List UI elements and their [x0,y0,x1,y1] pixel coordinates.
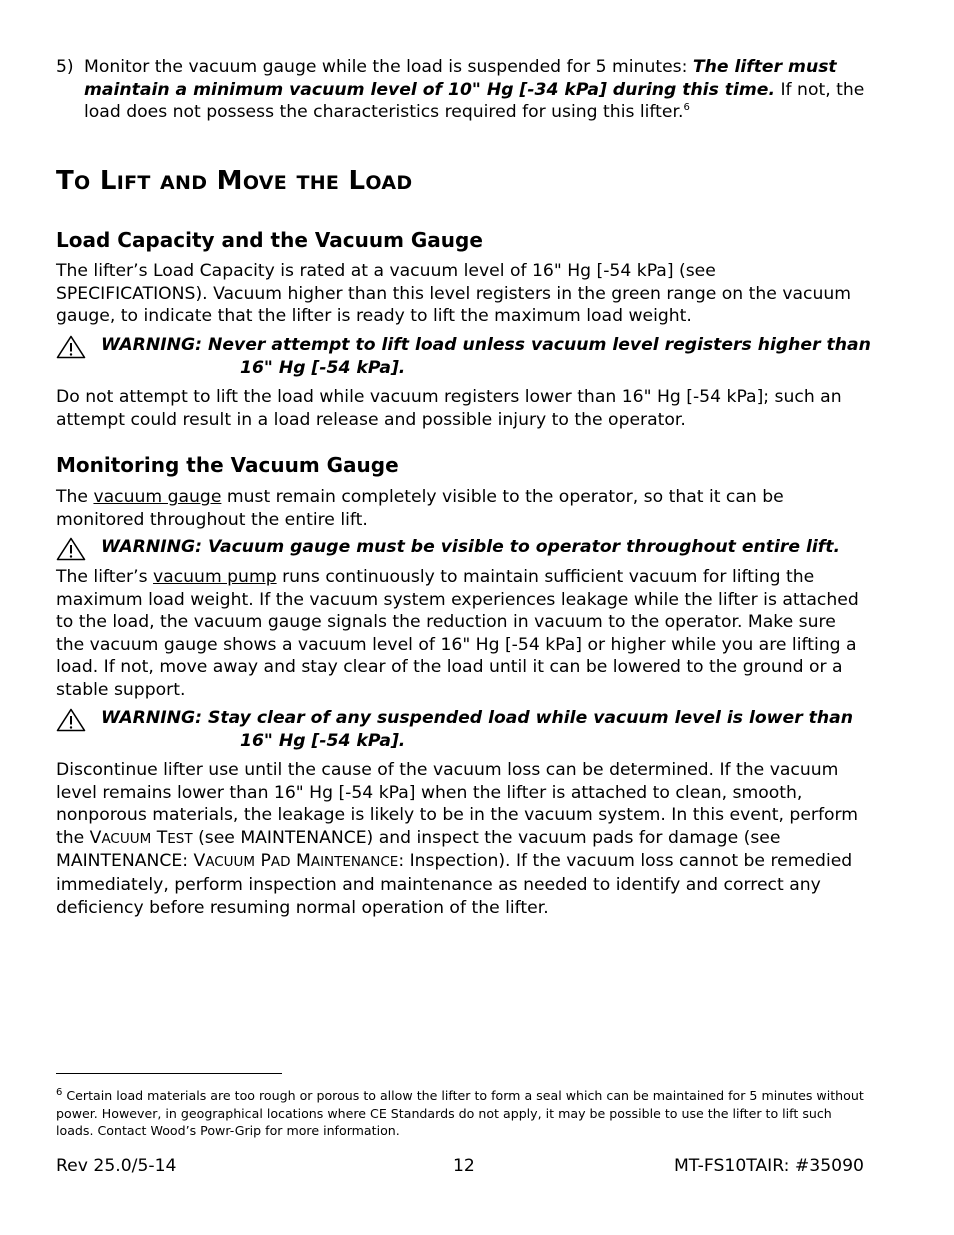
warning-stay-clear [56,707,868,753]
footnote [56,1087,868,1140]
step-5-emphasis: The lifter must maintain a minimum vacuum level of 10" Hg [-34 kPa] during this time. [84,57,837,100]
vacuum-gauge-link[interactable]: vacuum gauge [93,487,222,507]
load-capacity-paragraph: The lifter’s Load Capacity is rated at a vacuum level of 16" Hg [-54 kPa] (see SPECIFICATIONS). Vacuum higher than this level registers in the green range on the vacuum gauge, to indicate that the lifter is ready to lift the maximum load weight. [56,261,852,327]
warning-text: WARNING: Stay clear of any suspended load while vacuum level is lower than [101,708,853,728]
monitoring-paragraph-2: The lifter’s vacuum pump runs continuously to maintain sufficient vacuum for lifting the maximum load weight. If the vacuum system experiences leakage while the lifter is attached to the load, the vacuum gauge signals the reduction in vacuum to the operator. Make sure the vacuum gauge shows a vacuum level of 16" Hg [-54 kPa] or higher while you are lifting a load. If not, move away and stay clear of the load until it can be lowered to the ground or a stable support. [56,567,859,700]
monitoring-paragraph-1: The vacuum gauge must remain completely visible to the operator, so that it can be monitored throughout the entire lift. [56,487,784,530]
section-title: TO LIFT AND MOVE THE LOAD [56,166,413,196]
footnote-ref[interactable]: 6 [683,102,690,114]
step-5-text: Monitor the vacuum gauge while the load is suspended for 5 minutes: The lifter must maintain a minimum vacuum level of 10" Hg [-34 kPa] during this time. If not, the load does not possess the characteristics required for using this lifter.$^6$ [84,57,865,123]
document-id: MT-FS10TAIR: #35090 [673,1156,864,1176]
footnote-text: Certain load materials are too rough or porous to allow the lifter to form a seal which can be maintained for 5 minutes without power. However, in geographical locations where CE Standards do not apply, it may be possible to use the lifter to lift such loads. Contact Wood’s Powr-Grip for more information. [56,1088,864,1138]
warning-load-capacity [56,334,871,380]
heading-load-capacity: Load Capacity and the Vacuum Gauge [56,228,483,252]
warning-text: WARNING: Vacuum gauge must be visible to operator throughout entire lift. [101,537,840,557]
warning-text-cont: 16" Hg [-54 kPa]. [240,357,406,378]
page-number: 12 [453,1156,475,1176]
warning-text-cont: 16" Hg [-54 kPa]. [240,730,406,751]
warning-triangle-icon [56,537,86,561]
load-capacity-paragraph-2: Do not attempt to lift the load while vacuum registers lower than 16" Hg [-54 kPa]; such an attempt could result in a load release and possible injury to the operator. [56,387,842,430]
heading-monitoring: Monitoring the Vacuum Gauge [56,453,399,477]
warning-gauge-visible [56,536,868,560]
step-number: 5) [56,57,74,77]
warning-triangle-icon [56,335,86,359]
warning-triangle-icon [56,708,86,732]
footnote-number: 6 [56,1087,63,1098]
footnote-separator [56,1073,282,1074]
step-5 [56,56,868,124]
monitoring-paragraph-3: Discontinue lifter use until the cause of the vacuum loss can be determined. If the vacuum level remains lower than 16" Hg [-54 kPa] when the lifter is attached to clean, smooth, nonporous materials, the leakage is likely to be in the vacuum system. In this event, perform the VACUUM TEST (see MAINTENANCE) and inspect the vacuum pads for damage (see MAINTENANCE: VACUUM PAD MAINTENANCE: Inspection). If the vacuum loss cannot be remedied immediately, perform inspection and maintenance as needed to identify and correct any deficiency before resuming normal operation of the lifter. [56,760,859,918]
page-footer [56,1156,864,1180]
vacuum-pump-link[interactable]: vacuum pump [153,567,277,587]
revision-label: Rev 25.0/5-14 [56,1156,177,1176]
warning-text: WARNING: Never attempt to lift load unless vacuum level registers higher than [101,335,871,355]
